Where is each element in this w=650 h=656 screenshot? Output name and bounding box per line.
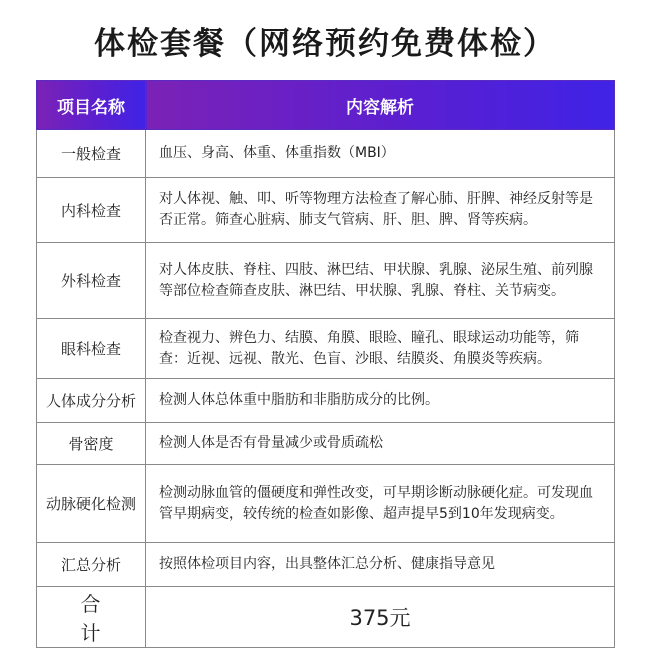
row-item-desc: 按照体检项目内容，出具整体汇总分析、健康指导意见: [146, 543, 615, 587]
table-row: [37, 423, 615, 465]
row-item-name: 外科检查: [37, 243, 146, 319]
row-item-desc: 检测人体是否有骨量减少或骨质疏松: [146, 423, 615, 465]
table-row: [37, 130, 615, 178]
total-label: 合计: [37, 587, 146, 648]
total-row: [37, 587, 615, 648]
table-row: [37, 243, 615, 319]
table-row: [37, 178, 615, 243]
table-row: [37, 379, 615, 423]
table-row: [37, 543, 615, 587]
page-title: 体检套餐（网络预约免费体检）: [94, 26, 556, 62]
row-item-name: 内科检查: [37, 178, 146, 243]
table-row: [37, 465, 615, 543]
row-item-name: 汇总分析: [37, 543, 146, 587]
package-table: [36, 80, 615, 648]
row-item-desc: 血压、身高、体重、体重指数（MBI）: [146, 130, 615, 178]
table-header-row: [37, 81, 615, 130]
row-item-desc: 对人体视、触、叩、听等物理方法检查了解心肺、肝脾、神经反射等是否正常。筛查心脏病、肺支气管病、肝、胆、脾、肾等疾病。: [146, 178, 615, 243]
row-item-name: 动脉硬化检测: [37, 465, 146, 543]
row-item-desc: 对人体皮肤、脊柱、四肢、淋巴结、甲状腺、乳腺、泌尿生殖、前列腺等部位检查筛查皮肤、淋巴结、甲状腺、乳腺、脊柱、关节病变。: [146, 243, 615, 319]
row-item-name: 一般检查: [37, 130, 146, 178]
row-item-name: 眼科检查: [37, 319, 146, 379]
total-price: 375元: [146, 587, 615, 648]
header-content: 内容解析: [146, 81, 615, 130]
table-row: [37, 319, 615, 379]
row-item-name: 人体成分分析: [37, 379, 146, 423]
row-item-desc: 检测人体总体重中脂肪和非脂肪成分的比例。: [146, 379, 615, 423]
row-item-name: 骨密度: [37, 423, 146, 465]
row-item-desc: 检查视力、辨色力、结膜、角膜、眼睑、瞳孔、眼球运动功能等，筛查：近视、远视、散光、色盲、沙眼、结膜炎、角膜炎等疾病。: [146, 319, 615, 379]
header-item-name: 项目名称: [37, 81, 146, 130]
row-item-desc: 检测动脉血管的僵硬度和弹性改变，可早期诊断动脉硬化症。可发现血管早期病变，较传统的检查如影像、超声提早5到10年发现病变。: [146, 465, 615, 543]
